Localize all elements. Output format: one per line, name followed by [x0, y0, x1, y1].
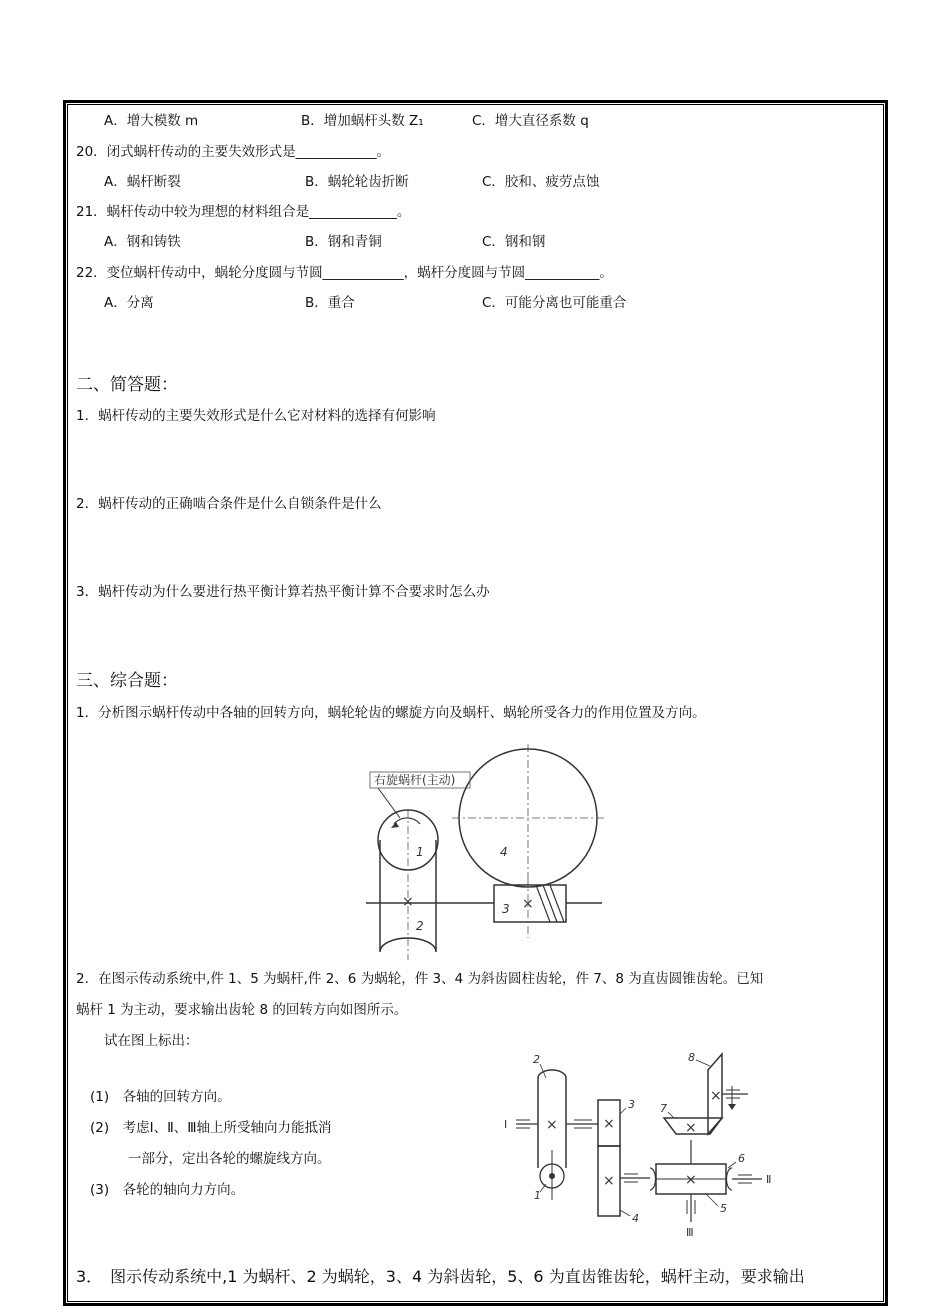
section2-q2: 2．蜗杆传动的正确啮合条件是什么自锁条件是什么 [76, 496, 382, 512]
svg-text:×: × [546, 1117, 558, 1133]
section3-item3: (3) 各轮的轴向力方向。 [90, 1182, 245, 1198]
q21-stem: 21．蜗杆传动中较为理想的材料组合是_____________。 [76, 204, 411, 220]
section3-q2-line3: 试在图上标出： [104, 1033, 199, 1049]
section3-q2-line1: 2．在图示传动系统中,件 1、5 为蜗杆,件 2、6 为蜗轮，件 3、4 为斜齿圆柱齿轮，件 7、8 为直齿圆锥齿轮。已知 [76, 971, 764, 987]
q19-option-b: B．增加蜗杆头数 Z₁ [301, 113, 424, 129]
q20-option-b: B．蜗轮轮齿折断 [305, 174, 409, 190]
section3-q3: 3． 图示传动系统中,1 为蜗杆、2 为蜗轮，3、4 为斜齿轮，5、6 为直齿锥齿轮，蜗杆主动，要求输出 [76, 1267, 805, 1286]
section3-q2-line2: 蜗杆 1 为主动，要求输出齿轮 8 的回转方向如图所示。 [76, 1002, 408, 1018]
q20-stem: 20．闭式蜗杆传动的主要失效形式是____________。 [76, 144, 391, 160]
svg-text:6: 6 [738, 1152, 745, 1165]
q20-option-c: C．胶和、疲劳点蚀 [482, 174, 600, 190]
q22-option-c: C．可能分离也可能重合 [482, 295, 627, 311]
svg-text:Ⅲ: Ⅲ [686, 1226, 694, 1239]
q21-option-a: A．钢和铸铁 [104, 234, 181, 250]
svg-text:×: × [685, 1120, 697, 1136]
section3-item2a: (2) 考虑Ⅰ、Ⅱ、Ⅲ轴上所受轴向力能抵消 [90, 1120, 332, 1136]
svg-text:×: × [710, 1088, 722, 1104]
svg-text:×: × [603, 1116, 615, 1132]
q19-option-a: A．增大模数 m [104, 113, 199, 129]
q21-option-c: C．钢和钢 [482, 234, 546, 250]
transmission-system-figure [500, 1050, 790, 1240]
svg-text:2: 2 [416, 919, 424, 933]
section3-title: 三、综合题： [76, 671, 178, 691]
svg-text:4: 4 [500, 845, 508, 859]
svg-text:1: 1 [416, 845, 424, 859]
svg-text:3: 3 [628, 1098, 635, 1111]
svg-text:1: 1 [534, 1189, 541, 1202]
svg-text:×: × [402, 894, 414, 910]
svg-text:×: × [522, 896, 534, 912]
svg-text:2: 2 [533, 1053, 540, 1066]
svg-text:Ⅱ: Ⅱ [766, 1173, 772, 1186]
section3-item1: (1) 各轴的回转方向。 [90, 1089, 231, 1105]
svg-text:Ⅰ: Ⅰ [504, 1118, 508, 1131]
svg-text:×: × [685, 1172, 697, 1188]
svg-text:3: 3 [502, 902, 510, 916]
worm-drive-figure [360, 738, 610, 963]
svg-text:×: × [603, 1173, 615, 1189]
section2-title: 二、简答题： [76, 375, 178, 395]
q22-stem: 22．变位蜗杆传动中，蜗轮分度圆与节圆____________，蜗杆分度圆与节圆___________。 [76, 265, 613, 281]
section2-q1: 1．蜗杆传动的主要失效形式是什么它对材料的选择有何影响 [76, 408, 436, 424]
q20-option-a: A．蜗杆断裂 [104, 174, 181, 190]
section3-q1: 1．分析图示蜗杆传动中各轴的回转方向，蜗轮轮齿的螺旋方向及蜗杆、蜗轮所受各力的作用位置及方向。 [76, 705, 706, 721]
svg-text:7: 7 [660, 1102, 667, 1115]
q22-option-b: B．重合 [305, 295, 355, 311]
svg-text:5: 5 [720, 1202, 727, 1215]
q21-option-b: B．钢和青铜 [305, 234, 382, 250]
q22-option-a: A．分离 [104, 295, 154, 311]
section3-item2b: 一部分，定出各轮的螺旋线方向。 [128, 1151, 331, 1167]
q19-option-c: C．增大直径系数 q [472, 113, 589, 129]
svg-text:4: 4 [632, 1212, 639, 1225]
figure1-label: 右旋蜗杆(主动) [374, 773, 456, 787]
section2-q3: 3．蜗杆传动为什么要进行热平衡计算若热平衡计算不合要求时怎么办 [76, 584, 490, 600]
svg-text:8: 8 [688, 1051, 695, 1064]
